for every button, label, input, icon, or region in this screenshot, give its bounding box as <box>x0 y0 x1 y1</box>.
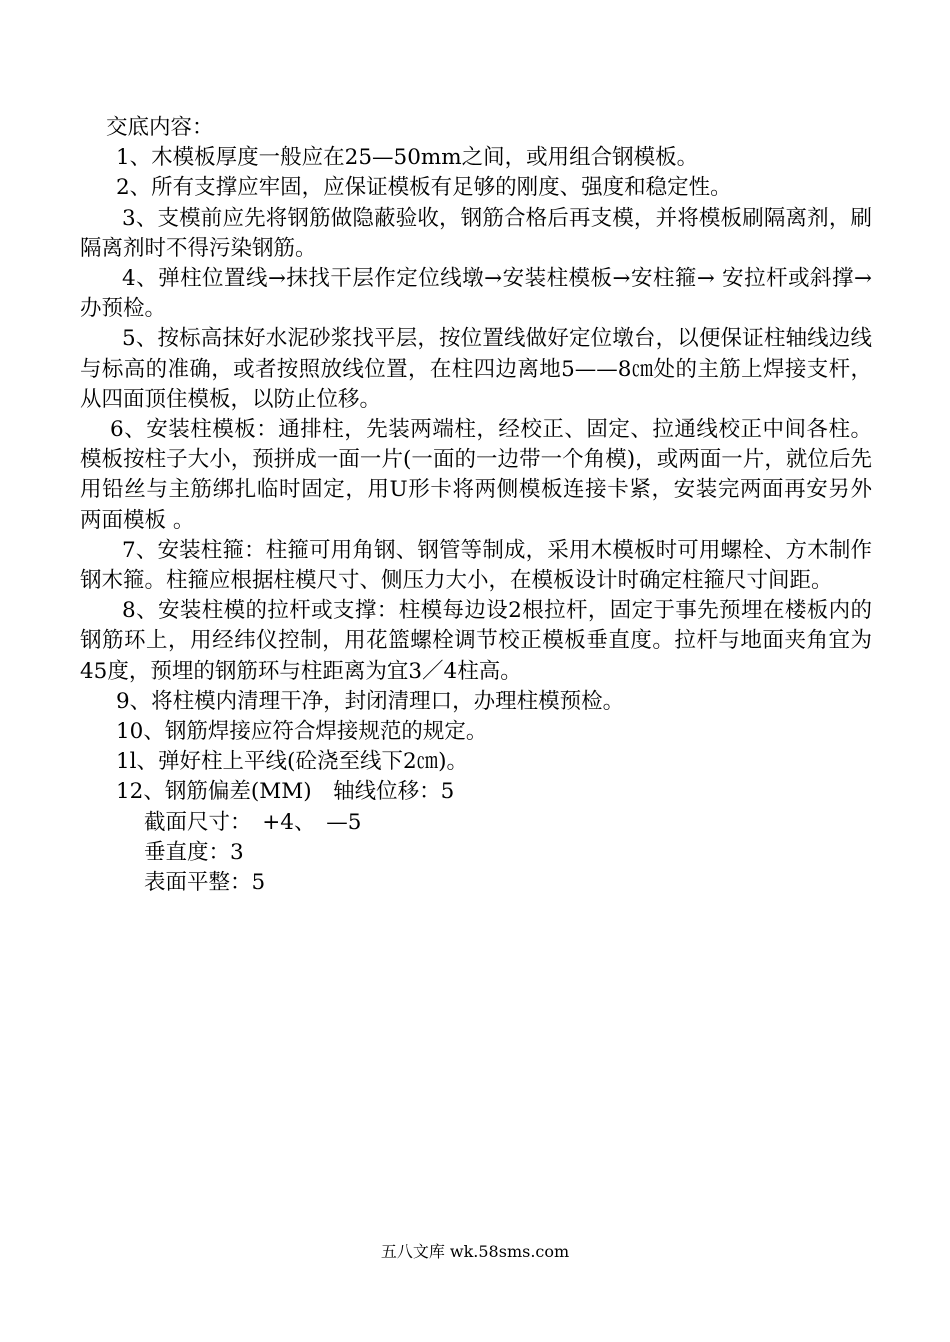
paragraph-item-5: 5、按标高抹好水泥砂浆找平层，按位置线做好定位墩台，以便保证柱轴线边线与标高的准确，或者按照放线位置，在柱四边离地5——8㎝处的主筋上焊接支杆，从四面顶住模板，以防止位移。 <box>80 326 872 412</box>
document-body <box>80 113 872 898</box>
paragraph-item-11: 1l、弹好柱上平线(砼浇至线下2㎝)。 <box>116 749 469 775</box>
paragraph-item-2: 2、所有支撑应牢固，应保证模板有足够的刚度、强度和稳定性。 <box>116 175 732 201</box>
paragraph-item-1: 1、木模板厚度一般应在25—50mm之间，或用组合钢模板。 <box>116 145 699 171</box>
paragraph-item-9: 9、将柱模内清理干净，封闭清理口，办理柱模预检。 <box>116 688 625 714</box>
paragraph-item-6: 6、安装柱模板：通排柱，先装两端柱，经校正、固定、拉通线校正中间各柱。模板按柱子大小，预拼成一面一片(一面的一边带一个角模)，或两面一片，就位后先用铅丝与主筋绑扎临时固定，用U形卡将两侧模板连接卡紧，安装完两面再安另外两面模板 。 <box>80 417 872 533</box>
paragraph-item-7: 7、安装柱箍：柱箍可用角钢、钢管等制成，采用木模板时可用螺栓、方木制作钢木箍。柱箍应根据柱模尺寸、侧压力大小，在模板设计时确定柱箍尺寸间距。 <box>80 537 872 594</box>
paragraph-item-4: 4、弹柱位置线→抹找干层作定位线墩→安装柱模板→安柱箍→ 安拉杆或斜撑→办预检。 <box>80 266 872 322</box>
tolerance-verticality: 垂直度：3 <box>144 839 244 865</box>
paragraph-item-12: 12、钢筋偏差(MM) 轴线位移：5 <box>116 779 455 805</box>
paragraph-item-10: 10、钢筋焊接应符合焊接规范的规定。 <box>116 719 488 745</box>
paragraph-item-3: 3、支模前应先将钢筋做隐蔽验收，钢筋合格后再支模，并将模板刷隔离剂，刷隔离剂时不得污染钢筋。 <box>80 205 872 261</box>
tolerance-section-size: 截面尺寸： +4、 —5 <box>144 809 362 835</box>
tolerance-surface-flatness: 表面平整：5 <box>144 870 266 896</box>
section-heading: 交底内容： <box>106 115 214 140</box>
paragraph-item-8: 8、安装柱模的拉杆或支撑：柱模每边设2根拉杆，固定于事先预埋在楼板内的钢筋环上，用经纬仪控制，用花篮螺栓调节校正模板垂直度。拉杆与地面夹角宜为45度，预埋的钢筋环与柱距离为宜3／4柱高。 <box>80 598 872 684</box>
page-footer: 五八文库 wk.58sms.com <box>380 1242 570 1261</box>
